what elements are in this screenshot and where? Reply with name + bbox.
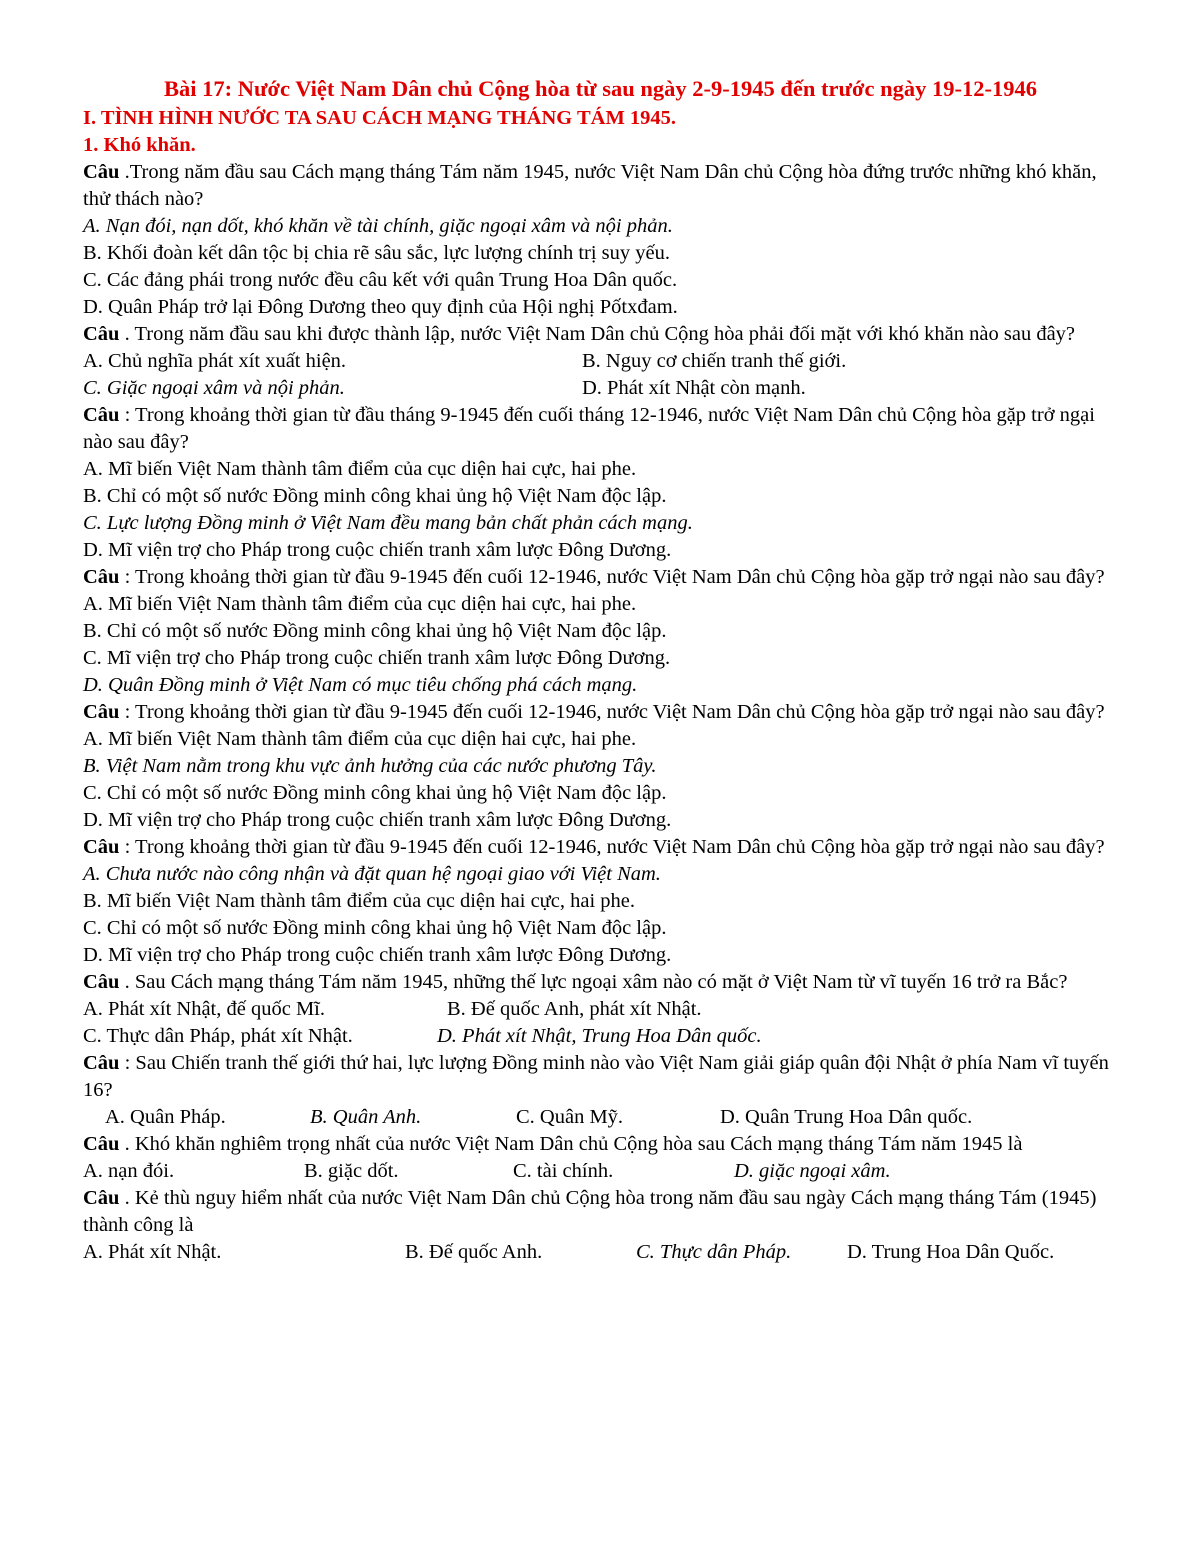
option-a: A. Phát xít Nhật, đế quốc Mĩ. (83, 998, 325, 1020)
option-d-correct: D. Quân Đồng minh ở Việt Nam có mục tiêu chống phá cách mạng. (83, 674, 638, 696)
question-text: Câu : Trong khoảng thời gian từ đầu 9-1945 đến cuối 12-1946, nước Việt Nam Dân chủ Cộng hòa gặp trở ngại nào sau đây? (83, 836, 1105, 858)
question-text: Câu . Kẻ thù nguy hiểm nhất của nước Việt Nam Dân chủ Cộng hòa trong năm đầu sau ngày Cách mạng tháng Tám (1945) thành công là (83, 1187, 1097, 1236)
option-c: C. Mĩ viện trợ cho Pháp trong cuộc chiến tranh xâm lược Đông Dương. (83, 647, 671, 669)
option-a: A. Mĩ biến Việt Nam thành tâm điểm của cục diện hai cực, hai phe. (83, 458, 637, 480)
option-c: C. Quân Mỹ. (516, 1106, 624, 1128)
option-a: A. nạn đói. (83, 1160, 175, 1182)
question-text: Câu : Trong khoảng thời gian từ đầu tháng 9-1945 đến cuối tháng 12-1946, nước Việt Nam Dân chủ Cộng hòa gặp trở ngại nào sau đây? (83, 404, 1095, 453)
option-d: D. Trung Hoa Dân Quốc. (847, 1241, 1055, 1263)
question-text: Câu . Sau Cách mạng tháng Tám năm 1945, những thế lực ngoại xâm nào có mặt ở Việt Nam từ vĩ tuyến 16 trở ra Bắc? (83, 971, 1068, 993)
question-label: Câu (83, 161, 120, 183)
question-block (83, 1050, 1118, 1131)
question-label: Câu (83, 566, 120, 588)
option-d-correct: D. Phát xít Nhật, Trung Hoa Dân quốc. (437, 1025, 762, 1047)
option-b: B. Chỉ có một số nước Đồng minh công khai ủng hộ Việt Nam độc lập. (83, 620, 667, 642)
option-row (83, 375, 1118, 402)
question-label: Câu (83, 1052, 120, 1074)
option-d: D. Quân Trung Hoa Dân quốc. (720, 1106, 973, 1128)
question-label: Câu (83, 701, 120, 723)
question-label: Câu (83, 836, 120, 858)
page-title: Bài 17: Nước Việt Nam Dân chủ Cộng hòa từ sau ngày 2-9-1945 đến trước ngày 19-12-1946 (164, 76, 1037, 101)
question-block (83, 1131, 1118, 1185)
option-d-correct: D. giặc ngoại xâm. (734, 1160, 891, 1182)
option-d: D. Mĩ viện trợ cho Pháp trong cuộc chiến tranh xâm lược Đông Dương. (83, 809, 672, 831)
option-c-correct: C. Lực lượng Đồng minh ở Việt Nam đều mang bản chất phản cách mạng. (83, 512, 693, 534)
option-b-correct: B. Việt Nam nằm trong khu vực ảnh hưởng của các nước phương Tây. (83, 755, 657, 777)
question-label: Câu (83, 1187, 120, 1209)
question-block (83, 321, 1118, 402)
option-a: A. Chủ nghĩa phát xít xuất hiện. (83, 350, 347, 372)
question-text: Câu .Trong năm đầu sau Cách mạng tháng Tám năm 1945, nước Việt Nam Dân chủ Cộng hòa đứng trước những khó khăn, thử thách nào? (83, 161, 1097, 210)
option-c-correct: C. Giặc ngoại xâm và nội phản. (83, 377, 345, 399)
question-label: Câu (83, 323, 120, 345)
option-c-correct: C. Thực dân Pháp. (636, 1241, 792, 1263)
option-b: B. Đế quốc Anh, phát xít Nhật. (447, 998, 702, 1020)
option-c: C. Các đảng phái trong nước đều câu kết với quân Trung Hoa Dân quốc. (83, 269, 678, 291)
option-row (83, 1104, 1118, 1131)
option-a-correct: A. Nạn đói, nạn dốt, khó khăn về tài chính, giặc ngoại xâm và nội phản. (83, 215, 673, 237)
document-page (83, 74, 1118, 1266)
option-d: D. Mĩ viện trợ cho Pháp trong cuộc chiến tranh xâm lược Đông Dương. (83, 944, 672, 966)
option-b: B. Nguy cơ chiến tranh thế giới. (582, 350, 847, 372)
question-block (83, 159, 1118, 321)
option-row (83, 1239, 1118, 1266)
option-c: C. Chỉ có một số nước Đồng minh công khai ủng hộ Việt Nam độc lập. (83, 782, 667, 804)
option-a: A. Phát xít Nhật. (83, 1241, 222, 1263)
question-block (83, 969, 1118, 1050)
option-c: C. Thực dân Pháp, phát xít Nhật. (83, 1025, 353, 1047)
option-c: C. tài chính. (513, 1160, 614, 1182)
option-d: D. Mĩ viện trợ cho Pháp trong cuộc chiến tranh xâm lược Đông Dương. (83, 539, 672, 561)
question-text: Câu : Trong khoảng thời gian từ đầu 9-1945 đến cuối 12-1946, nước Việt Nam Dân chủ Cộng hòa gặp trở ngại nào sau đây? (83, 566, 1105, 588)
question-block (83, 402, 1118, 564)
option-a: A. Mĩ biến Việt Nam thành tâm điểm của cục diện hai cực, hai phe. (83, 593, 637, 615)
option-row (83, 996, 1118, 1023)
question-text: Câu : Sau Chiến tranh thế giới thứ hai, lực lượng Đồng minh nào vào Việt Nam giải giáp quân đội Nhật ở phía Nam vĩ tuyến 16? (83, 1052, 1109, 1101)
option-a: A. Mĩ biến Việt Nam thành tâm điểm của cục diện hai cực, hai phe. (83, 728, 637, 750)
option-b-correct: B. Quân Anh. (310, 1106, 422, 1128)
question-block (83, 564, 1118, 699)
question-text: Câu . Trong năm đầu sau khi được thành lập, nước Việt Nam Dân chủ Cộng hòa phải đối mặt với khó khăn nào sau đây? (83, 323, 1076, 345)
question-block (83, 699, 1118, 834)
option-d: D. Phát xít Nhật còn mạnh. (582, 377, 806, 399)
option-b: B. Khối đoàn kết dân tộc bị chia rẽ sâu sắc, lực lượng chính trị suy yếu. (83, 242, 670, 264)
option-row (83, 1023, 1118, 1050)
question-block (83, 1185, 1118, 1266)
option-b: B. Chỉ có một số nước Đồng minh công khai ủng hộ Việt Nam độc lập. (83, 485, 667, 507)
option-a-correct: A. Chưa nước nào công nhận và đặt quan hệ ngoại giao với Việt Nam. (83, 863, 661, 885)
question-label: Câu (83, 1133, 120, 1155)
option-d: D. Quân Pháp trở lại Đông Dương theo quy định của Hội nghị Pốtxđam. (83, 296, 678, 318)
option-a: A. Quân Pháp. (105, 1106, 226, 1128)
question-text: Câu : Trong khoảng thời gian từ đầu 9-1945 đến cuối 12-1946, nước Việt Nam Dân chủ Cộng hòa gặp trở ngại nào sau đây? (83, 701, 1105, 723)
section-heading: I. TÌNH HÌNH NƯỚC TA SAU CÁCH MẠNG THÁNG TÁM 1945. (83, 107, 677, 129)
option-b: B. Mĩ biến Việt Nam thành tâm điểm của cục diện hai cực, hai phe. (83, 890, 636, 912)
option-row (83, 1158, 1118, 1185)
option-b: B. Đế quốc Anh. (405, 1241, 543, 1263)
option-b: B. giặc dốt. (304, 1160, 399, 1182)
question-label: Câu (83, 404, 120, 426)
option-row (83, 348, 1118, 375)
question-text: Câu . Khó khăn nghiêm trọng nhất của nước Việt Nam Dân chủ Cộng hòa sau Cách mạng tháng Tám năm 1945 là (83, 1133, 1023, 1155)
option-c: C. Chỉ có một số nước Đồng minh công khai ủng hộ Việt Nam độc lập. (83, 917, 667, 939)
subsection-heading: 1. Khó khăn. (83, 134, 196, 156)
question-label: Câu (83, 971, 120, 993)
question-block (83, 834, 1118, 969)
